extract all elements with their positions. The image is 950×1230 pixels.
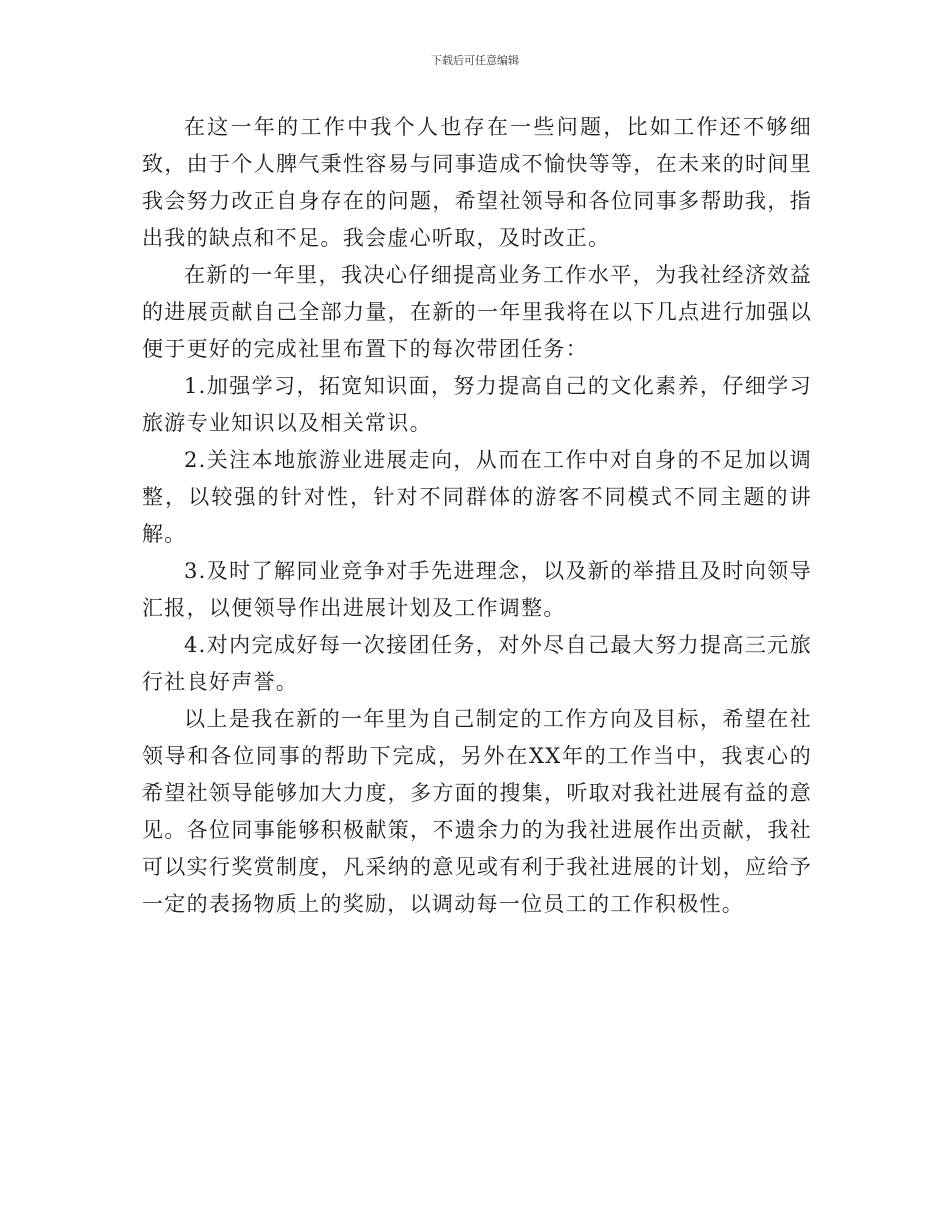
page-header: 下载后可任意编辑 (431, 54, 519, 67)
paragraph-problems: 在这一年的工作中我个人也存在一些问题，比如工作还不够细致，由于个人脾气秉性容易与同事造成不愉快等等，在未来的时间里我会努力改正自身存在的问题，希望社领导和各位同事多帮助我，指出我的缺点和不足。我会虚心听取，及时改正。 (142, 115, 812, 250)
document-body (142, 109, 812, 923)
list-item-1: 1.加强学习，拓宽知识面，努力提高自己的文化素养，仔细学习旅游专业知识以及相关常识。 (142, 374, 812, 435)
list-item-4: 4.对内完成好每一次接团任务，对外尽自己最大努力提高三元旅行社良好声誉。 (142, 633, 812, 694)
paragraph-conclusion: 以上是我在新的一年里为自己制定的工作方向及目标，希望在社领导和各位同事的帮助下完成，另外在XX年的工作当中，我衷心的希望社领导能够加大力度，多方面的搜集，听取对我社进展有益的意见。各位同事能够积极献策，不遗余力的为我社进展作出贡献，我社可以实行奖赏制度，凡采纳的意见或有利于我社进展的计划，应给予一定的表扬物质上的奖励，以调动每一位员工的工作积极性。 (142, 707, 812, 916)
list-item-3: 3.及时了解同业竞争对手先进理念，以及新的举措且及时向领导汇报，以便领导作出进展计划及工作调整。 (142, 559, 812, 620)
paragraph-new-year-plan: 在新的一年里，我决心仔细提高业务工作水平，为我社经济效益的进展贡献自己全部力量，在新的一年里我将在以下几点进行加强以便于更好的完成社里布置下的每次带团任务： (142, 263, 812, 361)
list-item-2: 2.关注本地旅游业进展走向，从而在工作中对自身的不足加以调整，以较强的针对性，针对不同群体的游客不同模式不同主题的讲解。 (142, 448, 812, 546)
